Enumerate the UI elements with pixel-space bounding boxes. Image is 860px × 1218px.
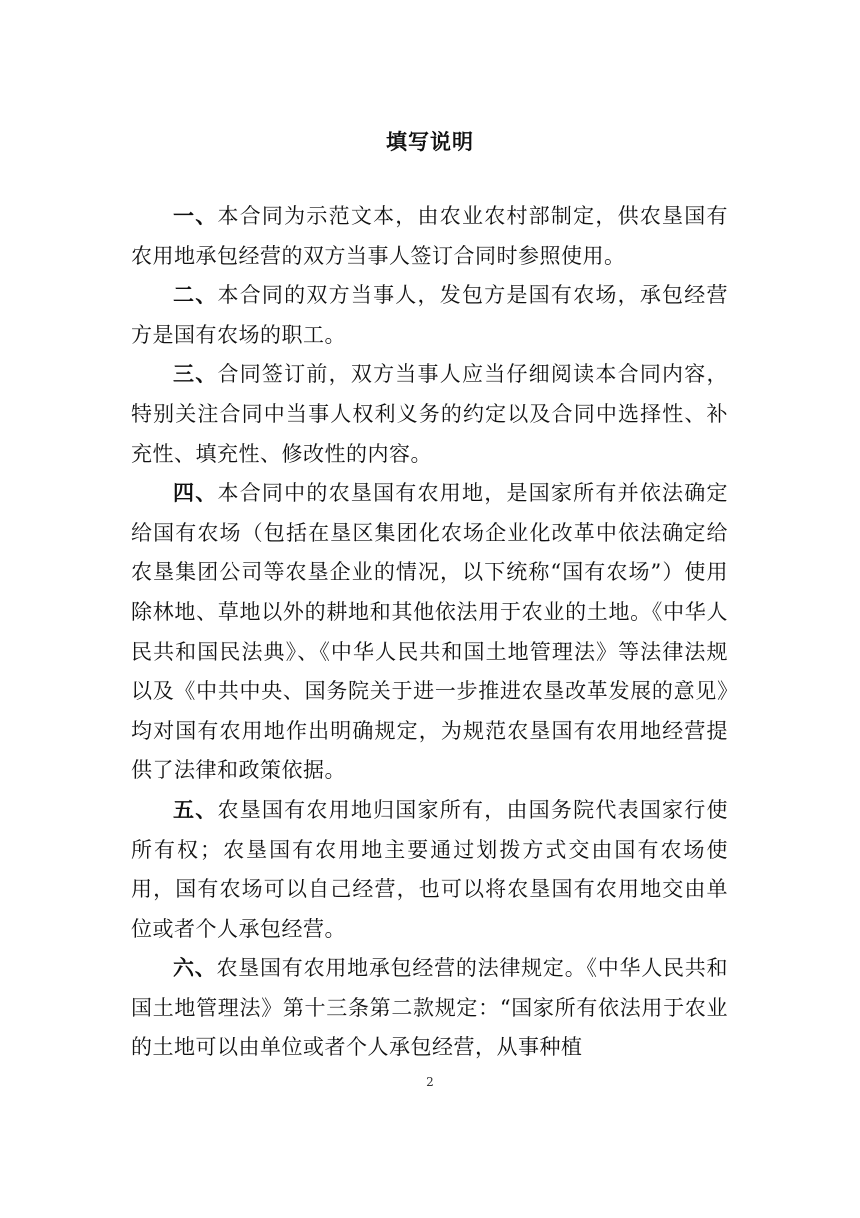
paragraph-1 bbox=[131, 197, 728, 276]
page-number: 2 bbox=[426, 1075, 434, 1089]
paragraph-3-number: 三、 bbox=[173, 362, 218, 387]
paragraph-1-number: 一、 bbox=[173, 204, 218, 228]
paragraph-2-number: 二、 bbox=[173, 283, 218, 308]
paragraph-2-text: 本合同的双方当事人，发包方是国有农场，承包经营方是国有农场的职工。 bbox=[131, 283, 729, 347]
paragraph-4 bbox=[131, 474, 728, 791]
paragraph-5-number: 五、 bbox=[173, 797, 218, 822]
paragraph-3-text: 合同签订前，双方当事人应当仔细阅读本合同内容，特别关注合同中当事人权利义务的约定以及合同中选择性、补充性、填充性、修改性的内容。 bbox=[131, 362, 729, 466]
paragraph-5 bbox=[131, 791, 728, 949]
paragraph-1-text: 本合同为示范文本，由农业农村部制定，供农垦国有农用地承包经营的双方当事人签订合同时参照使用。 bbox=[131, 204, 729, 268]
paragraph-6-text: 农垦国有农用地承包经营的法律规定。《中华人民共和国土地管理法》第十三条第二款规定：“国家所有依法用于农业的土地可以由单位或者个人承包经营，从事种植 bbox=[131, 956, 729, 1060]
paragraph-4-number: 四、 bbox=[173, 481, 218, 506]
document-body bbox=[131, 197, 728, 1068]
paragraph-3 bbox=[131, 355, 728, 474]
paragraph-5-text: 农垦国有农用地归国家所有，由国务院代表国家行使所有权；农垦国有农用地主要通过划拨方式交由国有农场使用，国有农场可以自己经营，也可以将农垦国有农用地交由单位或者个人承包经营。 bbox=[131, 797, 729, 941]
paragraph-6-number: 六、 bbox=[173, 956, 217, 981]
paragraph-6 bbox=[131, 949, 728, 1068]
paragraph-2 bbox=[131, 276, 728, 355]
document-title: 填写说明 bbox=[386, 130, 474, 154]
paragraph-4-text: 本合同中的农垦国有农用地，是国家所有并依法确定给国有农场（包括在垦区集团化农场企业化改革中依法确定给农垦集团公司等农垦企业的情况，以下统称“国有农场”）使用除林地、草地以外的耕地和其他依法用于农业的土地。《中华人民共和国民法典》、《中华人民共和国土地管理法》等法律法规以及《中共中央、国务院关于进一步推进农垦改革发展的意见》均对国有农用地作出明确规定，为规范农垦国有农用地经营提供了法律和政策依据。 bbox=[131, 481, 729, 783]
